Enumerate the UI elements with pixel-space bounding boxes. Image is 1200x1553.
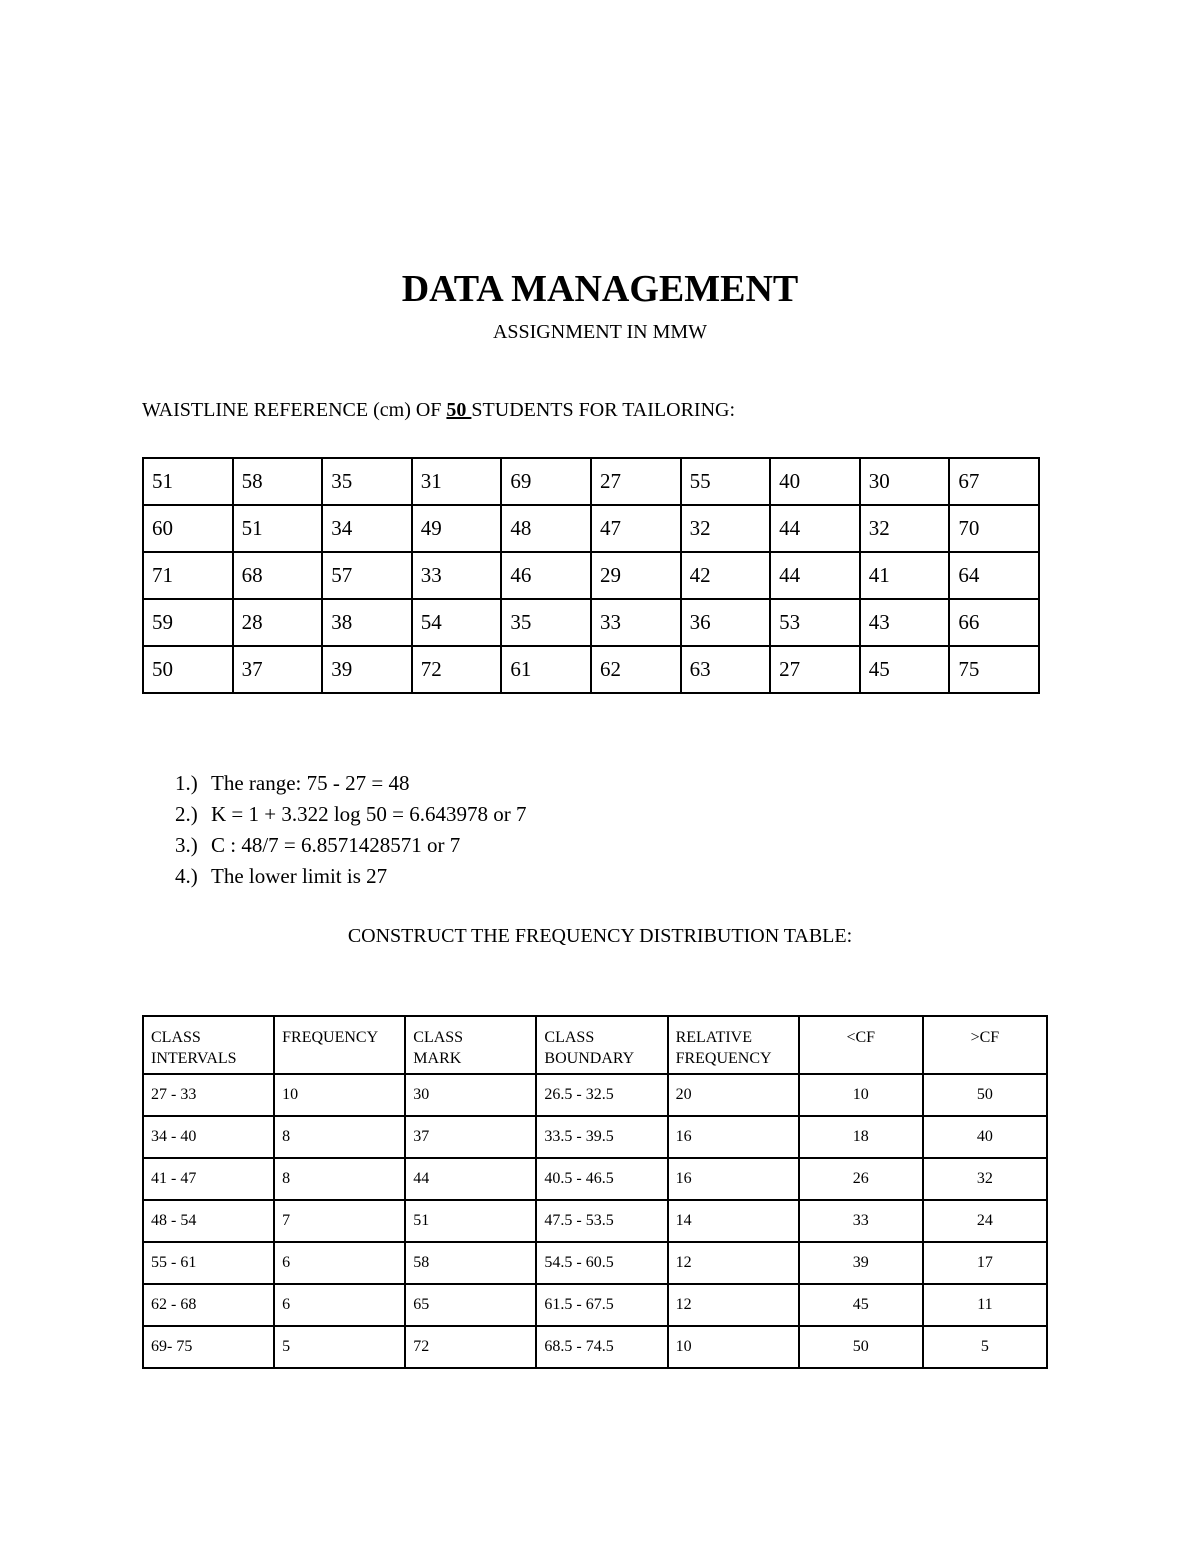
waistline-cell: 59: [143, 599, 233, 646]
frequency-cell: 40.5 - 46.5: [536, 1158, 667, 1200]
waistline-cell: 63: [681, 646, 771, 693]
frequency-cell: 12: [668, 1284, 799, 1326]
waistline-cell: 53: [770, 599, 860, 646]
frequency-column-header: [536, 1016, 667, 1074]
waistline-cell: 69: [501, 458, 591, 505]
frequency-cell: 7: [274, 1200, 405, 1242]
frequency-table-heading: CONSTRUCT THE FREQUENCY DISTRIBUTION TABLE:: [347, 925, 853, 947]
frequency-cell: 26.5 - 32.5: [536, 1074, 667, 1116]
header-line: >CF: [970, 1029, 1000, 1046]
header-line: CLASS: [544, 1029, 595, 1046]
frequency-cell: 32: [923, 1158, 1047, 1200]
waistline-cell: 66: [949, 599, 1039, 646]
computation-step: [175, 799, 527, 830]
frequency-cell: 37: [405, 1116, 536, 1158]
frequency-cell: 50: [923, 1074, 1047, 1116]
waistline-cell: 28: [233, 599, 323, 646]
frequency-cell: 54.5 - 60.5: [536, 1242, 667, 1284]
waistline-cell: 51: [143, 458, 233, 505]
header-line: RELATIVE: [675, 1029, 752, 1046]
header-line: BOUNDARY: [544, 1050, 635, 1067]
header-line: MARK: [413, 1050, 462, 1067]
frequency-cell: 11: [923, 1284, 1047, 1326]
waistline-row: [143, 505, 1039, 552]
frequency-cell: 10: [799, 1074, 923, 1116]
waistline-cell: 46: [501, 552, 591, 599]
computation-step: [175, 768, 527, 799]
waistline-cell: 75: [949, 646, 1039, 693]
frequency-cell: 10: [668, 1326, 799, 1368]
header-line: CLASS: [151, 1029, 201, 1046]
waistline-cell: 47: [591, 505, 681, 552]
frequency-column-header: [143, 1016, 274, 1074]
frequency-cell: 69- 75: [143, 1326, 274, 1368]
waistline-cell: 36: [681, 599, 771, 646]
frequency-cell: 12: [668, 1242, 799, 1284]
frequency-cell: 17: [923, 1242, 1047, 1284]
step-text: The lower limit is 27: [211, 864, 388, 888]
page-title: DATA MANAGEMENT: [401, 268, 799, 310]
frequency-cell: 44: [405, 1158, 536, 1200]
frequency-cell: 45: [799, 1284, 923, 1326]
waistline-cell: 31: [412, 458, 502, 505]
waistline-cell: 51: [233, 505, 323, 552]
waistline-cell: 70: [949, 505, 1039, 552]
waistline-cell: 60: [143, 505, 233, 552]
frequency-cell: 51: [405, 1200, 536, 1242]
frequency-cell: 14: [668, 1200, 799, 1242]
frequency-distribution-table: [142, 1015, 1048, 1369]
frequency-cell: 24: [923, 1200, 1047, 1242]
frequency-cell: 34 - 40: [143, 1116, 274, 1158]
frequency-cell: 33: [799, 1200, 923, 1242]
waistline-cell: 44: [770, 552, 860, 599]
waistline-cell: 42: [681, 552, 771, 599]
frequency-cell: 61.5 - 67.5: [536, 1284, 667, 1326]
frequency-cell: 18: [799, 1116, 923, 1158]
waistline-cell: 40: [770, 458, 860, 505]
waistline-cell: 57: [322, 552, 412, 599]
waistline-cell: 54: [412, 599, 502, 646]
waistline-row: [143, 458, 1039, 505]
frequency-row: [143, 1242, 1047, 1284]
waistline-cell: 30: [860, 458, 950, 505]
waistline-cell: 44: [770, 505, 860, 552]
step-text: C : 48/7 = 6.8571428571 or 7: [211, 833, 461, 857]
waistline-cell: 45: [860, 646, 950, 693]
waistline-row: [143, 646, 1039, 693]
computation-step: [175, 861, 527, 892]
waistline-cell: 29: [591, 552, 681, 599]
frequency-cell: 48 - 54: [143, 1200, 274, 1242]
frequency-cell: 50: [799, 1326, 923, 1368]
waistline-heading: [142, 398, 735, 422]
header-line: FREQUENCY: [675, 1050, 772, 1067]
frequency-cell: 39: [799, 1242, 923, 1284]
frequency-row: [143, 1200, 1047, 1242]
header-line: CLASS: [413, 1029, 464, 1046]
frequency-row: [143, 1074, 1047, 1116]
frequency-column-header: [274, 1016, 405, 1074]
waistline-cell: 35: [322, 458, 412, 505]
header-line: INTERVALS: [151, 1050, 237, 1067]
computation-steps: [175, 768, 527, 892]
frequency-cell: 33.5 - 39.5: [536, 1116, 667, 1158]
frequency-cell: 40: [923, 1116, 1047, 1158]
waistline-cell: 39: [322, 646, 412, 693]
header-line: <CF: [846, 1029, 876, 1046]
frequency-column-header: [923, 1016, 1047, 1074]
waistline-cell: 62: [591, 646, 681, 693]
waistline-cell: 33: [591, 599, 681, 646]
frequency-cell: 47.5 - 53.5: [536, 1200, 667, 1242]
frequency-cell: 68.5 - 74.5: [536, 1326, 667, 1368]
frequency-cell: 27 - 33: [143, 1074, 274, 1116]
frequency-cell: 16: [668, 1116, 799, 1158]
waistline-cell: 37: [233, 646, 323, 693]
frequency-cell: 6: [274, 1242, 405, 1284]
waistline-heading-before: WAISTLINE REFERENCE (cm) OF: [142, 399, 447, 421]
waistline-cell: 32: [681, 505, 771, 552]
step-text: The range: 75 - 27 = 48: [211, 771, 410, 795]
waistline-cell: 48: [501, 505, 591, 552]
student-count: 50: [446, 399, 472, 421]
step-text: K = 1 + 3.322 log 50 = 6.643978 or 7: [211, 802, 527, 826]
waistline-heading-after: STUDENTS FOR TAILORING:: [471, 399, 736, 421]
frequency-cell: 8: [274, 1116, 405, 1158]
waistline-cell: 41: [860, 552, 950, 599]
waistline-data-table: [142, 457, 1040, 694]
frequency-cell: 58: [405, 1242, 536, 1284]
step-number: 2.): [175, 802, 198, 826]
frequency-column-header: [799, 1016, 923, 1074]
waistline-cell: 27: [591, 458, 681, 505]
waistline-cell: 72: [412, 646, 502, 693]
waistline-cell: 35: [501, 599, 591, 646]
step-number: 3.): [175, 833, 198, 857]
waistline-row: [143, 599, 1039, 646]
page-subtitle: ASSIGNMENT IN MMW: [492, 321, 708, 343]
waistline-cell: 68: [233, 552, 323, 599]
waistline-cell: 43: [860, 599, 950, 646]
waistline-cell: 27: [770, 646, 860, 693]
frequency-row: [143, 1284, 1047, 1326]
frequency-cell: 30: [405, 1074, 536, 1116]
frequency-cell: 5: [923, 1326, 1047, 1368]
waistline-cell: 49: [412, 505, 502, 552]
frequency-row: [143, 1326, 1047, 1368]
header-line: FREQUENCY: [282, 1029, 379, 1046]
frequency-cell: 20: [668, 1074, 799, 1116]
computation-step: [175, 830, 527, 861]
frequency-cell: 5: [274, 1326, 405, 1368]
frequency-cell: 10: [274, 1074, 405, 1116]
frequency-cell: 26: [799, 1158, 923, 1200]
waistline-cell: 61: [501, 646, 591, 693]
frequency-row: [143, 1158, 1047, 1200]
waistline-cell: 32: [860, 505, 950, 552]
frequency-column-header: [668, 1016, 799, 1074]
frequency-cell: 72: [405, 1326, 536, 1368]
frequency-cell: 16: [668, 1158, 799, 1200]
waistline-cell: 67: [949, 458, 1039, 505]
waistline-row: [143, 552, 1039, 599]
frequency-cell: 41 - 47: [143, 1158, 274, 1200]
frequency-row: [143, 1116, 1047, 1158]
frequency-column-header: [405, 1016, 536, 1074]
waistline-cell: 38: [322, 599, 412, 646]
frequency-cell: 62 - 68: [143, 1284, 274, 1326]
step-number: 4.): [175, 864, 198, 888]
frequency-cell: 6: [274, 1284, 405, 1326]
frequency-cell: 8: [274, 1158, 405, 1200]
waistline-cell: 34: [322, 505, 412, 552]
waistline-cell: 64: [949, 552, 1039, 599]
frequency-cell: 65: [405, 1284, 536, 1326]
waistline-cell: 55: [681, 458, 771, 505]
waistline-cell: 58: [233, 458, 323, 505]
waistline-cell: 33: [412, 552, 502, 599]
waistline-cell: 71: [143, 552, 233, 599]
frequency-cell: 55 - 61: [143, 1242, 274, 1284]
waistline-cell: 50: [143, 646, 233, 693]
step-number: 1.): [175, 771, 198, 795]
